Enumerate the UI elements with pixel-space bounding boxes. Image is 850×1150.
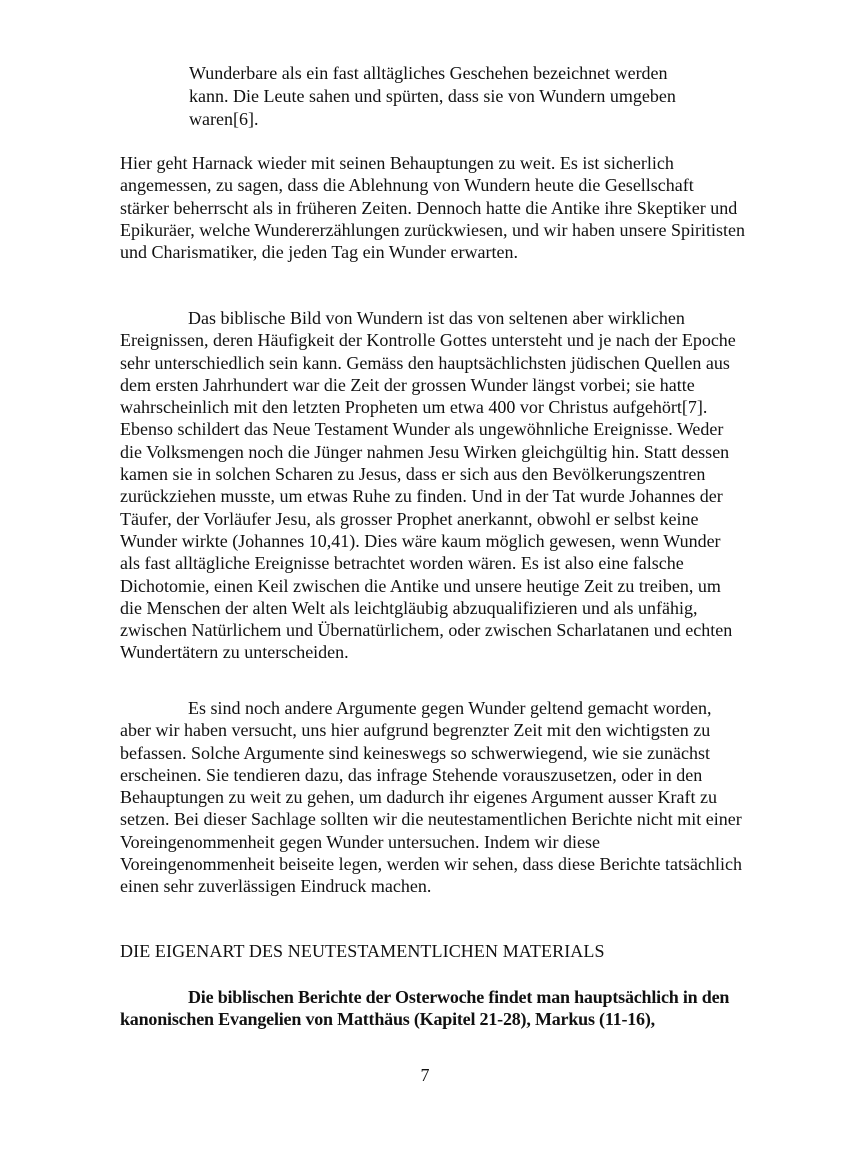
section-heading: DIE EIGENART DES NEUTESTAMENTLICHEN MATERIALS (120, 941, 605, 961)
block-quote: Wunderbare als ein fast alltägliches Geschehen bezeichnet werden kann. Die Leute sahen und spürten, dass sie von Wundern umgeben waren[6]. (189, 63, 676, 129)
paragraph-1: Hier geht Harnack wieder mit seinen Behauptungen zu weit. Es ist sicherlich angemessen, zu sagen, dass die Ablehnung von Wundern heute die Gesellschaft stärker beherrscht als in früheren Zeiten. Dennoch hatte die Antike ihre Skeptiker und Epikuräer, welche Wundererzählungen zurückwiesen, und wir haben unsere Spiritisten und Charismatiker, die jeden Tag ein Wunder erwarten. (120, 153, 745, 263)
paragraph-2: Das biblische Bild von Wundern ist das von seltenen aber wirklichen Ereignissen, deren Häufigkeit der Kontrolle Gottes untersteht und je nach der Epoche sehr unterschiedlich sein kann. Gemäss den hauptsächlichsten jüdischen Quellen aus dem ersten Jahrhundert war die Zeit der grossen Wunder längst vorbei; sie hatte wahrscheinlich mit den letzten Propheten um etwa 400 vor Christus aufgehört[7]. Ebenso schildert das Neue Testament Wunder als ungewöhnliche Ereignisse. Weder die Volksmengen noch die Jünger nahmen Jesu Wirken gleichgültig hin. Statt dessen kamen sie in solchen Scharen zu Jesus, dass er sich aus den Bevölkerungszentren zurückziehen musste, um etwas Ruhe zu finden. Und in der Tat wurde Johannes der Täufer, der Vorläufer Jesu, als grosser Prophet anerkannt, obwohl er selbst keine Wunder wirkte (Johannes 10,41). Dies wäre kaum möglich gewesen, wenn Wunder als fast alltägliche Ereignisse betrachtet worden wären. Es ist also eine falsche Dichotomie, einen Keil zwischen die Antike und unsere heutige Zeit zu treiben, um die Menschen der alten Welt als leichtgläubig abzuqualifizieren und als unfähig, zwischen Natürlichem und Übernatürlichem, oder zwischen Scharlatanen und echten Wundertätern zu unterscheiden. (120, 308, 736, 663)
paragraph-3: Es sind noch andere Argumente gegen Wunder geltend gemacht worden, aber wir haben versucht, uns hier aufgrund begrenzter Zeit mit den wichtigsten zu befassen. Solche Argumente sind keineswegs so schwerwiegend, wie sie zunächst erscheinen. Sie tendieren dazu, das infrage Stehende vorauszusetzen, oder in den Behauptungen zu weit zu gehen, um dadurch ihr eigenes Argument ausser Kraft zu setzen. Bei dieser Sachlage sollten wir die neutestamentlichen Berichte nicht mit einer Voreingenommenheit gegen Wunder untersuchen. Indem wir diese Voreingenommenheit beiseite legen, werden wir sehen, dass diese Berichte tatsächlich einen sehr zuverlässigen Eindruck machen. (120, 698, 742, 897)
page-number: 7 (420, 1065, 430, 1085)
paragraph-4: Die biblischen Berichte der Osterwoche findet man hauptsächlich in den kanonischen Evangelien von Matthäus (Kapitel 21-28), Markus (11-16), (120, 987, 730, 1030)
